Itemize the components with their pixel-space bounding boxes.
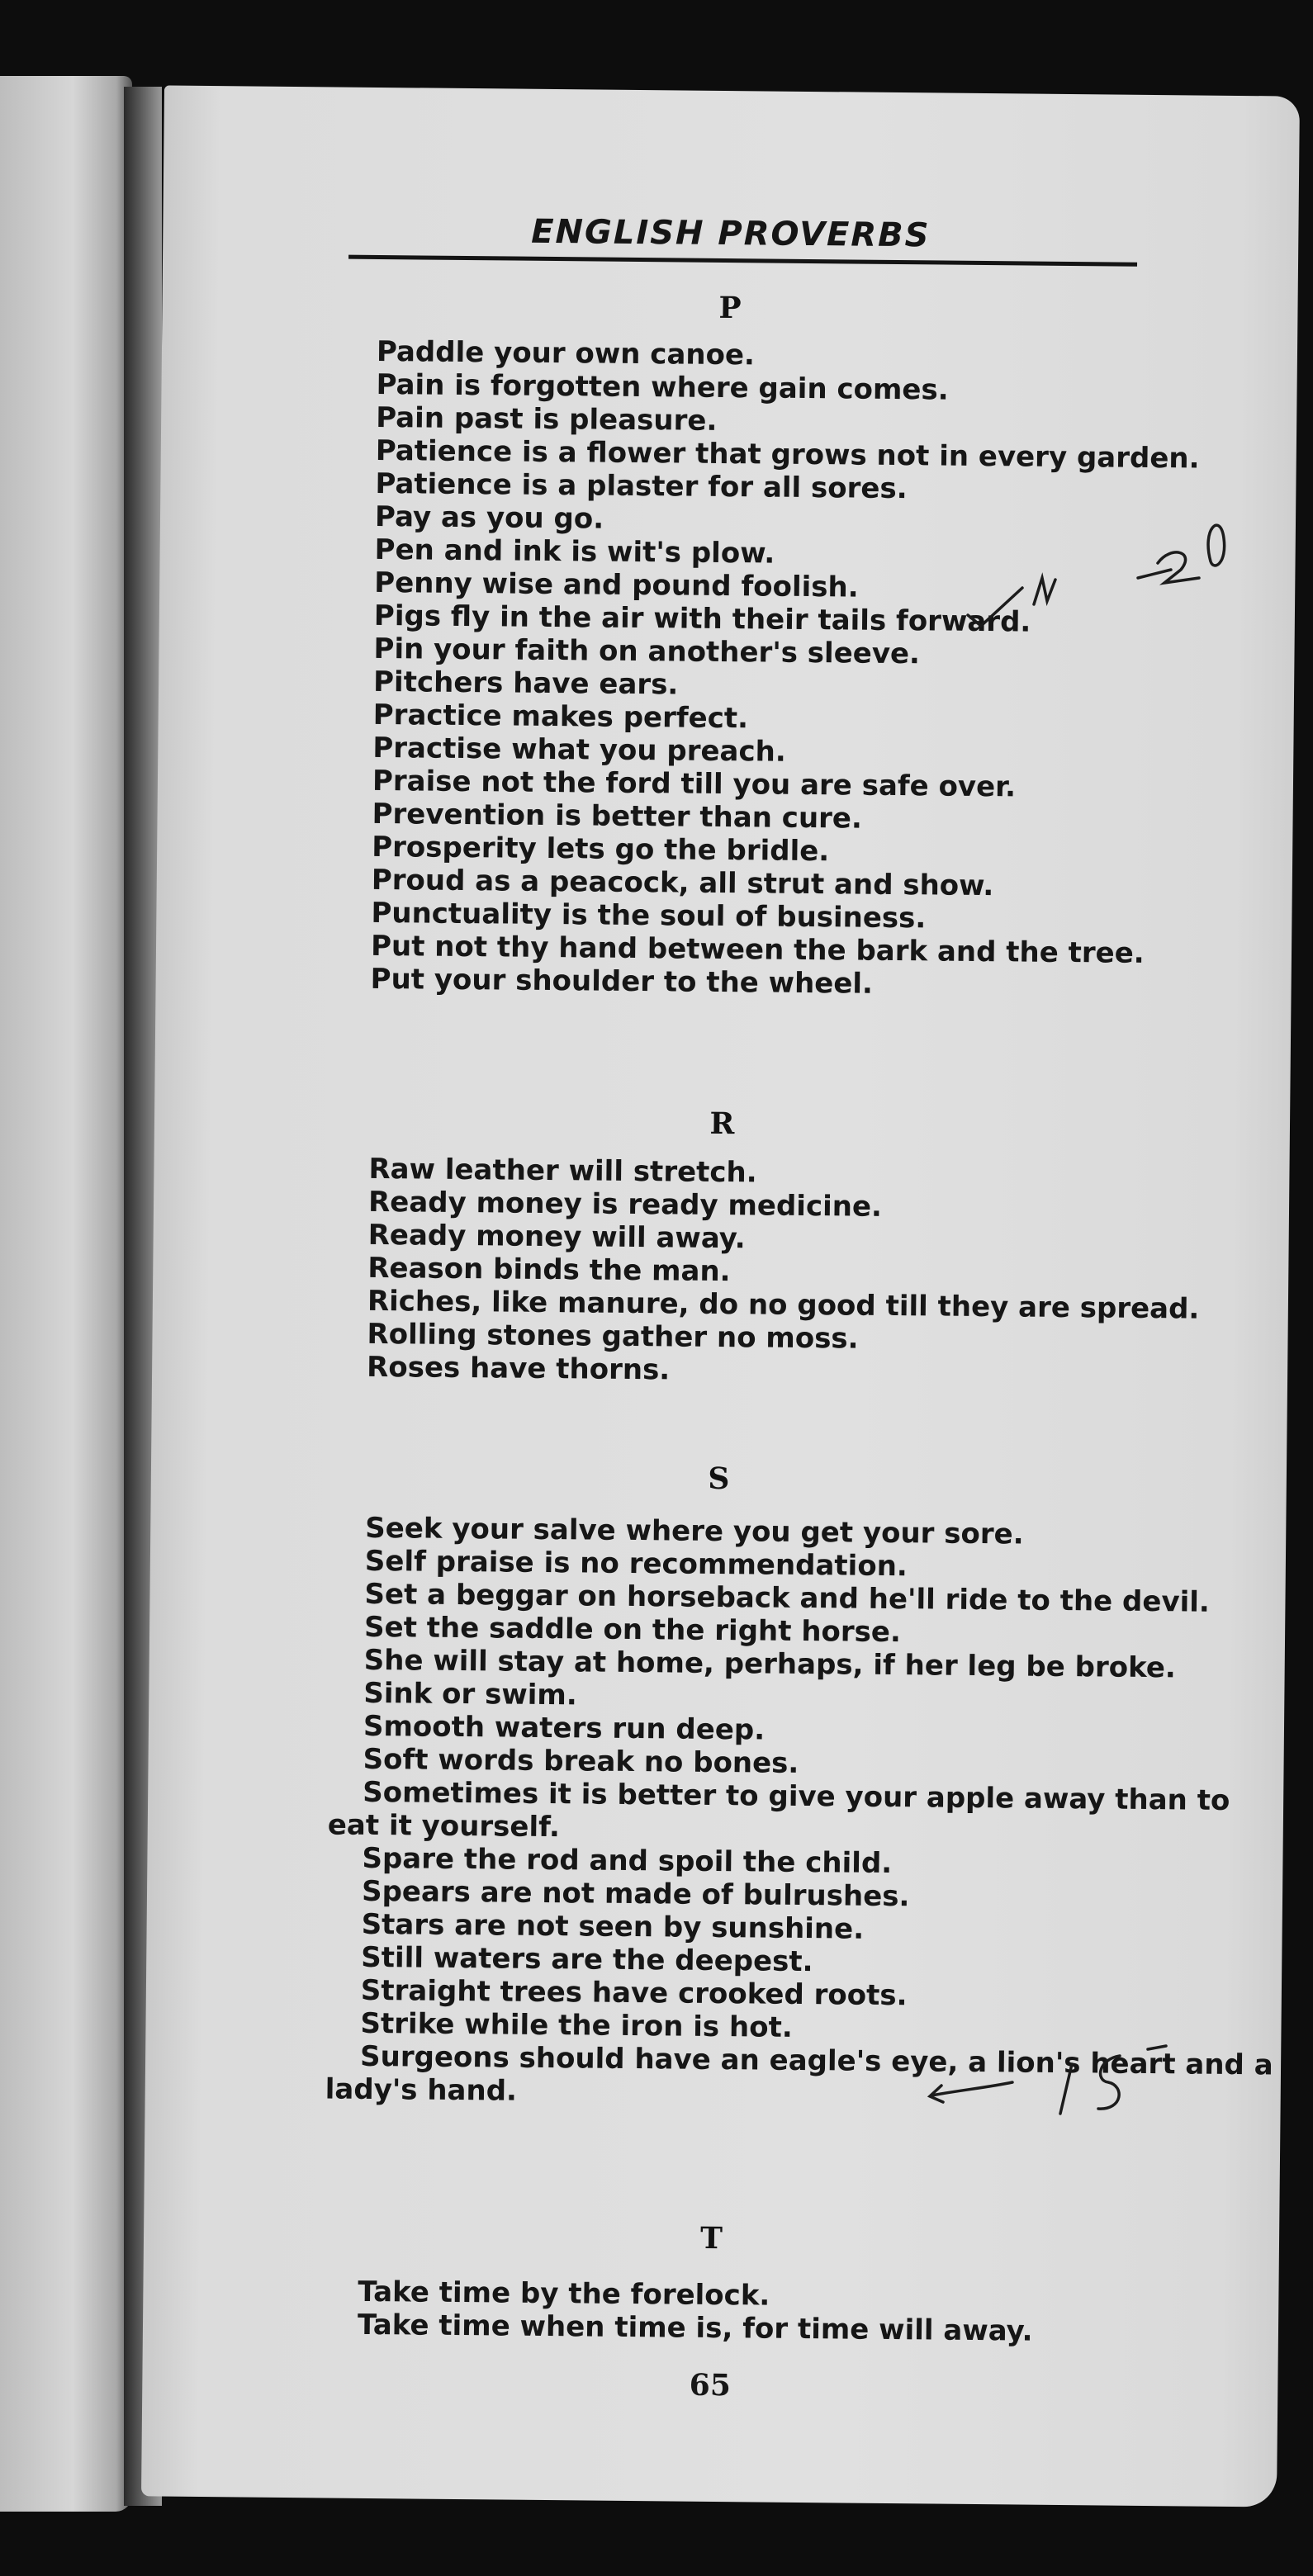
proverb-line: Practice makes perfect. bbox=[372, 698, 749, 736]
page-number: 65 bbox=[689, 2367, 732, 2403]
proverb-line: Seek your salve where you get your sore. bbox=[365, 1511, 1024, 1551]
proverb-line: Ready money will away. bbox=[367, 1218, 746, 1256]
proverb-line: Put not thy hand between the bark and the tree. bbox=[370, 929, 1145, 970]
proverb-line: She will stay at home, perhaps, if her leg be broke. bbox=[363, 1643, 1176, 1685]
proverb-line: Pin your faith on another's sleeve. bbox=[373, 632, 921, 671]
proverb-line: Raw leather will stretch. bbox=[368, 1152, 757, 1190]
proverb-line: Pain is forgotten where gain comes. bbox=[376, 367, 949, 407]
proverb-line: Self praise is no recommendation. bbox=[364, 1544, 908, 1584]
proverb-line: Pigs fly in the air with their tails forward. bbox=[373, 599, 1031, 639]
handwritten-annotation-second bbox=[1060, 2046, 1166, 2114]
proverb-line: Patience is a flower that grows not in every garden. bbox=[375, 433, 1200, 476]
proverb-line: Set a beggar on horseback and he'll ride to the devil. bbox=[364, 1577, 1211, 1619]
proverb-line: Soft words break no bones. bbox=[363, 1742, 799, 1780]
proverb-line: Ready money is ready medicine. bbox=[367, 1185, 883, 1224]
proverb-line: Surgeons should have an eagle's eye, a lion's heart and a lady's hand. bbox=[325, 2039, 1273, 2108]
proverb-line: Riches, like manure, do no good till they are spread. bbox=[367, 1284, 1200, 1326]
proverb-line: Prosperity lets go the bridle. bbox=[372, 830, 830, 869]
proverb-line: Sometimes it is better to give your apple away than to eat it yourself. bbox=[327, 1775, 1230, 1844]
section-letter: S bbox=[708, 1461, 730, 1497]
tick-mark-icon bbox=[930, 2082, 1012, 2102]
section-letter: P bbox=[718, 290, 742, 326]
proverb-line: Prevention is better than cure. bbox=[372, 797, 863, 836]
handwritten-annotation-first bbox=[1158, 525, 1225, 583]
section-letter: R bbox=[709, 1106, 735, 1142]
proverb-line: Reason binds the man. bbox=[367, 1251, 731, 1289]
proverb-line: Take time by the forelock. bbox=[358, 2275, 770, 2313]
proverb-line: Practise what you preach. bbox=[372, 731, 786, 769]
proverb-line: Straight trees have crooked roots. bbox=[360, 1973, 908, 2013]
proverb-line: Pain past is pleasure. bbox=[376, 400, 718, 438]
proverb-line: Patience is a plaster for all sores. bbox=[375, 466, 908, 506]
proverb-line: Stars are not seen by sunshine. bbox=[361, 1907, 865, 1946]
proverb-line: Praise not the ford till you are safe over. bbox=[372, 764, 1017, 804]
section-letter: T bbox=[699, 2220, 723, 2256]
page-header-title: ENGLISH PROVERBS bbox=[530, 212, 931, 255]
proverb-line: Sink or swim. bbox=[363, 1676, 577, 1712]
proverb-line: Rolling stones gather no moss. bbox=[367, 1317, 859, 1356]
proverb-line: Take time when time is, for time will away. bbox=[357, 2308, 1033, 2348]
proverb-line: Pen and ink is wit's plow. bbox=[374, 533, 775, 571]
proverb-line: Strike while the iron is hot. bbox=[360, 2006, 793, 2044]
proverb-line: Set the saddle on the right horse. bbox=[363, 1610, 902, 1650]
proverb-line: Proud as a peacock, all strut and show. bbox=[371, 863, 994, 903]
proverb-line: Penny wise and pound foolish. bbox=[374, 566, 859, 604]
proverb-line: Spears are not made of bulrushes. bbox=[361, 1874, 910, 1914]
proverb-line: Punctuality is the soul of business. bbox=[371, 896, 927, 935]
proverb-line: Paddle your own canoe. bbox=[376, 334, 756, 372]
proverb-line: Pitchers have ears. bbox=[372, 665, 679, 702]
proverb-line: Pay as you go. bbox=[374, 500, 604, 536]
proverb-line: Spare the rod and spoil the child. bbox=[362, 1841, 893, 1881]
proverb-line: Still waters are the deepest. bbox=[361, 1940, 813, 1979]
proverb-line: Roses have thorns. bbox=[366, 1350, 671, 1387]
tick-mark-icon bbox=[968, 570, 1171, 626]
proverb-line: Smooth waters run deep. bbox=[363, 1709, 766, 1747]
proverb-line: Put your shoulder to the wheel. bbox=[370, 962, 874, 1001]
